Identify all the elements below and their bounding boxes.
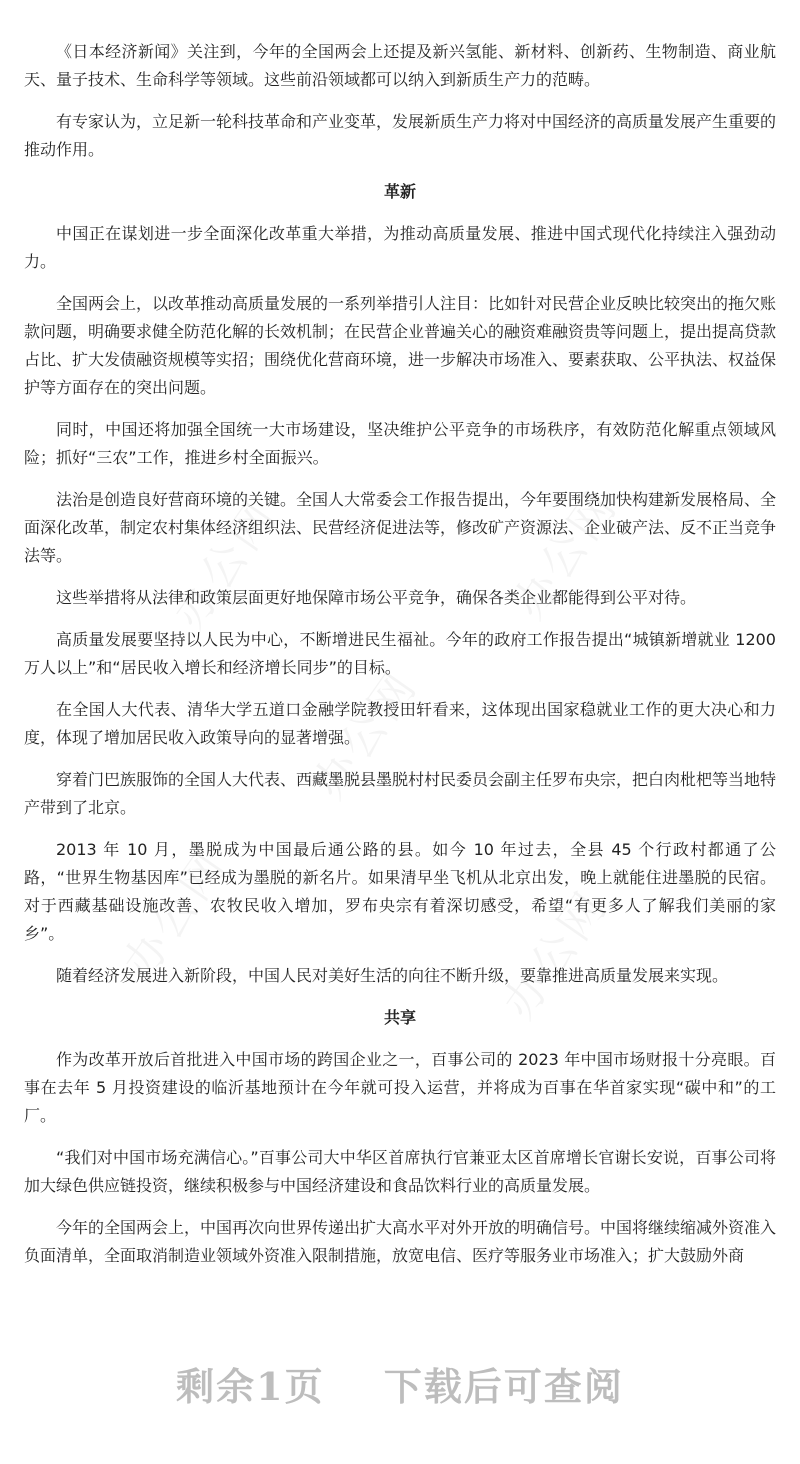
paragraph: 高质量发展要坚持以人民为中心，不断增进民生福祉。今年的政府工作报告提出“城镇新增就业 1200 万人以上”和“居民收入增长和经济增长同步”的目标。 [24,630,776,677]
paragraph: 《日本经济新闻》关注到，今年的全国两会上还提及新兴氢能、新材料、创新药、生物制造、商业航天、量子技术、生命科学等领域。这些前沿领域都可以纳入到新质生产力的范畴。 [24,42,776,89]
paragraph: 这些举措将从法律和政策层面更好地保障市场公平竞争，确保各类企业都能得到公平对待。 [56,588,697,607]
paragraph: 法治是创造良好营商环境的关键。全国人大常委会工作报告提出，今年要围绕加快构建新发展格局、全面深化改革，制定农村集体经济组织法、民营经济促进法等，修改矿产资源法、企业破产法、反不正当竞争法等。 [24,490,777,565]
paragraph: 有专家认为，立足新一轮科技革命和产业变革，发展新质生产力将对中国经济的高质量发展产生重要的推动作用。 [24,112,777,159]
paragraph: 同时，中国还将加强全国统一大市场建设，坚决维护公平竞争的市场秩序，有效防范化解重点领域风险；抓好“三农”工作，推进乡村全面振兴。 [24,420,776,467]
download-banner[interactable] [0,1356,800,1411]
section-heading-reform: 革新 [383,182,416,201]
paragraph: 中国正在谋划进一步全面深化改革重大举措，为推动高质量发展、推进中国式现代化持续注入强劲动力。 [24,224,776,271]
paragraph: 穿着门巴族服饰的全国人大代表、西藏墨脱县墨脱村村民委员会副主任罗布央宗，把白肉枇杷等当地特产带到了北京。 [24,770,777,817]
document-body [24,38,776,1284]
download-prompt-label[interactable]: 下载后可查阅 [383,1364,624,1409]
paragraph: 2013 年 10 月，墨脱成为中国最后通公路的县。如今 10 年过去，全县 45 个行政村都通了公路，“世界生物基因库”已经成为墨脱的新名片。如果清早坐飞机从北京出发，晚上就能住进墨脱的民宿。对于西藏基础设施改善、农牧民收入增加，罗布央宗有着深切感受，希望“有更多人了解我们美丽的家乡”。 [24,840,776,943]
paragraph: 今年的全国两会上，中国再次向世界传递出扩大高水平对外开放的明确信号。中国将继续缩减外资准入负面清单，全面取消制造业领域外资准入限制措施，放宽电信、医疗等服务业市场准入；扩大鼓励外商 [24,1218,777,1265]
paragraph: 随着经济发展进入新阶段，中国人民对美好生活的向往不断升级，要靠推进高质量发展来实现。 [56,966,729,985]
section-heading-share: 共享 [383,1008,416,1027]
paragraph: 全国两会上，以改革推动高质量发展的一系列举措引人注目：比如针对民营企业反映比较突出的拖欠账款问题，明确要求健全防范化解的长效机制；在民营企业普遍关心的融资难融资贵等问题上，提出提高贷款占比、扩大发债融资规模等实招；围绕优化营商环境，进一步解决市场准入、要素获取、公平执法、权益保护等方面存在的突出问题。 [24,294,777,397]
paragraph: 作为改革开放后首批进入中国市场的跨国企业之一，百事公司的 2023 年中国市场财报十分亮眼。百事在去年 5 月投资建设的临沂基地预计在今年就可投入运营，并将成为百事在华首家实现“碳中和”的工厂。 [24,1050,776,1125]
paragraph: 在全国人大代表、清华大学五道口金融学院教授田轩看来，这体现出国家稳就业工作的更大决心和力度，体现了增加居民收入政策导向的显著增强。 [24,700,776,747]
remaining-pages-label: 剩余1页 [176,1364,325,1409]
paragraph: “我们对中国市场充满信心。”百事公司大中华区首席执行官兼亚太区首席增长官谢长安说，百事公司将加大绿色供应链投资，继续积极参与中国经济建设和食品饮料行业的高质量发展。 [24,1148,776,1195]
